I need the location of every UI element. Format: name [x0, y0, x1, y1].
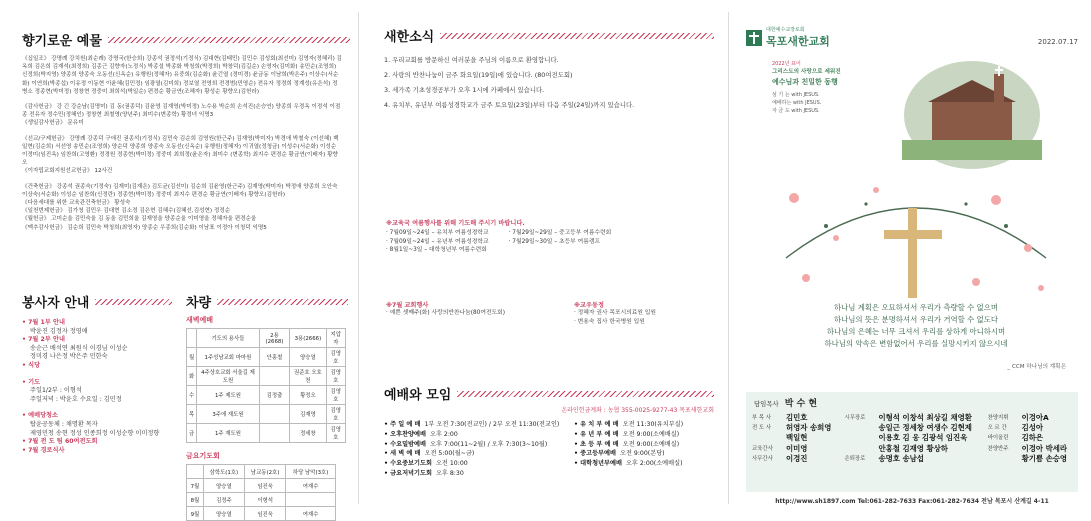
worship-row: [384, 440, 574, 450]
staff-names: [879, 413, 972, 454]
pastor-row: [746, 392, 1078, 413]
staff-name: 백일현: [786, 433, 808, 443]
table-header-cell: 3용(2666): [290, 329, 326, 348]
table-cell: [259, 405, 290, 424]
worship-time: 오후 8:30: [435, 469, 464, 477]
table-cell: 임진욱: [245, 507, 286, 521]
staff-group: [752, 413, 835, 423]
table-row: [187, 479, 336, 493]
poem-line: 하나님의 약속은 변함없어서 우리를 실망시키지 않으시네: [824, 339, 1008, 348]
worship-name: • 유 년 부 예 배: [574, 430, 619, 438]
offering-paragraph: 《생일감사헌금》 문유미: [22, 120, 84, 127]
worship-time: 오후 2:00: [429, 430, 458, 438]
volunteer-heading: • 식당: [22, 361, 41, 369]
staff-group: [988, 444, 1072, 464]
offering-paragraph: 《감사헌금》 강 긴 강순남(김명미) 김 동(권종덕) 김윤영 김재영(박미정) 노수용 박순희 손석진(손승연) 양종희 우경옥 이정석 이점종 전유자 정수민(정혜인) 정창현 최철영(양년주) 최미수(변종학) 황정녀 익명3: [22, 104, 341, 119]
staff-name: 황기쁨 손승영: [1021, 453, 1068, 463]
pastor-label: 담임목사: [754, 400, 779, 408]
worship-time: 오전 5:00(월~금): [424, 450, 475, 458]
theme-year: 2022년 표어: [772, 61, 801, 67]
member-news-heading: ※교우동정: [574, 302, 604, 309]
news-title: 새한소식: [384, 30, 435, 45]
worship-time: 오전 9:00(본당): [619, 450, 665, 458]
column-news: [384, 0, 714, 516]
volunteer-title: 봉사자 안내: [22, 296, 90, 311]
staff-name: 이용호 김 웅 김광석 임진욱: [878, 433, 968, 443]
vehicle-title-row: [186, 292, 348, 311]
table-cell: 김영호: [326, 367, 345, 386]
table-cell: 3주에 재도원: [197, 405, 259, 424]
staff-group: [988, 433, 1072, 443]
offering-title-row: [22, 30, 350, 49]
staff-group: [752, 454, 835, 464]
poem-line: 하나님의 뜻은 분명하셔서 우리가 거역할 수 없도다: [833, 315, 999, 324]
table-cell: [259, 424, 290, 443]
staff-group: [988, 413, 1072, 423]
summer-item: · 7월29일~29일 – 중고등부 여름수련회: [508, 230, 612, 236]
worship-time: 오전 9:00(소예배실): [622, 430, 680, 438]
summer-item: · 7월29일~30일 – 초등부 여름캠프: [508, 238, 601, 245]
column-offering: [22, 0, 350, 516]
worship-name: • 유 치 부 예 배: [574, 421, 619, 428]
table-cell: 정세창: [290, 424, 326, 443]
table-cell: 이형석: [245, 493, 286, 507]
staff-group: [752, 444, 835, 454]
table-header-cell: [187, 465, 204, 479]
staff-name: 송일근 정세창 여생수 김현제: [878, 423, 972, 433]
staff-name: 이미영: [786, 443, 808, 453]
table-cell: 양승열: [290, 348, 326, 367]
table-cell: 8월: [187, 493, 204, 507]
table-cell: 양승열: [203, 479, 244, 493]
staff-name: 이경아A: [1021, 413, 1049, 422]
table-cell: 김정출: [259, 386, 290, 405]
poem-line: 하나님 계획은 오묘하셔서 우리가 측량할 수 없으며: [833, 303, 999, 312]
volunteer-detail: 정미경 나은정 박은주 민한숙: [30, 353, 108, 361]
staff-col-2: [845, 413, 978, 464]
table-cell: 권준호 오호천: [290, 367, 326, 386]
dawn-vehicle-table: [186, 328, 346, 443]
member-news-item: · 변용숙 집사 한국병원 입원: [574, 318, 645, 325]
worship-time: 오전 10:00: [435, 460, 468, 468]
church-name: 목포새한교회: [766, 35, 830, 48]
summer-list-left: [386, 229, 489, 255]
worship-name: • 수요밀밤예배: [384, 440, 426, 448]
events-body: · 예쁜 셋째주(화) 사랑의반찬나눔(80여전도회): [386, 310, 505, 316]
table-header-cell: 기도의 용사들: [197, 329, 259, 348]
worship-row: [574, 459, 714, 469]
summer-list-right: [509, 229, 612, 255]
worship-time: 오전 11:30(유치부실): [622, 421, 684, 428]
table-cell: 9월: [187, 507, 204, 521]
offering-paragraph: 《맥추감사헌금》 김순희 김민숙 박청희(최영자) 양종순 우종희(김순화) 이남표 이정아 이청덕 익명5: [22, 224, 267, 231]
worship-row: [574, 440, 714, 450]
theme-line5: 자 금 도 with JESUS.: [772, 108, 820, 114]
bulletin-date: 2022.07.17: [1037, 38, 1078, 46]
offering-paragraph: 《십일조》 강명례 강치원(최순례) 강명국(한승희) 강종석 권정석(기정식) 김대현(김태민) 김민수 김성회(최선미) 김영자(정혜리) 김옥희 김은희 김재석(최정희) 김종근 김향자(노정식) 박종설 박종화 박청희(박정희) 박창덕(김길순) 손영자(김미화) 송민순(조영희) 신정희(박지영) 양종희 양종숙 오동선(신옥순) 유행원(정혜자) 유중희(김순화) 윤긴열 (정미경) 윤금동 이남희(박은주) 이상수(서순화) 이연희(박종섭) 이유정 이동현 이윤혜(김민정) 임광열(김미희) 정보열 전영희 전경범(민영순) 전유자 정경희 정계성(유은석) 정병소 정종현(박미정) 정창현 정중미 최희석(박일순) 편경순 황금연(조혜자) 황성순 황향오(김헌라): [22, 56, 342, 95]
volunteer-detail: 주일저녁 : 박윤호 수요일 : 김민정: [30, 395, 122, 403]
worship-name: • 초 등 부 예 배: [574, 440, 619, 448]
volunteer-heading: • 7월 2부 안내: [22, 336, 65, 344]
table-cell: 김영호: [326, 424, 345, 443]
church-events: [386, 300, 546, 318]
worship-list-right: [574, 420, 714, 479]
staff-name: 이형석 이창석 최상길 채영환: [878, 413, 972, 422]
volunteer-detail: 박윤진 김정자 정영애: [30, 327, 88, 335]
worship-name: • 수요중보기도회: [384, 460, 432, 468]
volunteer-detail: 탑윤공동체 : 채명환 목자: [30, 420, 98, 428]
table-cell: 7월: [187, 479, 204, 493]
news-list: [384, 53, 714, 113]
worship-name: • 대학청년부예배: [574, 460, 622, 468]
worship-row: [384, 459, 574, 469]
staff-group: [988, 423, 1072, 433]
news-item: 3. 세가족 기초성경공부가 오후 1시에 카페에서 있습니다.: [384, 86, 545, 94]
staff-name: 안홍철 김재영 황상하: [878, 443, 948, 453]
table-cell: 김재영: [290, 405, 326, 424]
staff-names: [786, 454, 807, 464]
theme-line3: 섬 기 는 with JESUS.: [772, 92, 820, 98]
online-account: 온라인헌금계좌 : 농협 355-0025-9277-43 목포새한교회: [561, 407, 714, 414]
table-cell: 안홍철: [259, 348, 290, 367]
worship-row: [574, 449, 714, 459]
staff-role: 찬양반주: [987, 445, 1009, 452]
table-header-cell: [187, 329, 197, 348]
staff-name: 김성아: [1021, 423, 1044, 433]
vehicle-section: [186, 292, 348, 521]
worship-time: 오후 7:00(11~2월) / 오후 7:30(3~10월): [429, 440, 548, 448]
summer-item: · 8월1일~3일 – 대학청년부 여름수련회: [386, 247, 487, 254]
volunteer-heading: • 예배당청소: [22, 412, 58, 420]
column-cover: [746, 0, 1084, 516]
staff-role: 전 도 사: [752, 425, 772, 432]
table-header-row: [187, 465, 336, 479]
church-building-photo: [902, 60, 1042, 170]
table-cell: 김영호: [326, 348, 345, 367]
worship-name: • 금요저녁기도회: [384, 469, 432, 477]
theme-line1: 그리스도의 사랑으로 세워진: [772, 69, 841, 75]
volunteer-heading: • 7월 경로식사: [22, 446, 65, 454]
friday-vehicle-table: [186, 464, 336, 521]
title-hatch: [440, 33, 714, 39]
table-cell: 황정오: [290, 386, 326, 405]
worship-row: [384, 430, 574, 440]
staff-names: [786, 413, 807, 423]
member-news-item: · 정혜자 권사 목포시의료원 입원: [574, 310, 657, 316]
staff-role: 바이올린: [987, 435, 1009, 442]
staff-name: 이경아 박세라: [1021, 443, 1068, 453]
church-header: [746, 26, 1084, 49]
news-title-row: [384, 26, 714, 45]
staff-names: [879, 454, 924, 464]
contact-footer: http://www.sh1897.com Tel:061-282-7633 Fax:061-282-7634 전남 목포시 산계길 4-11: [775, 498, 1049, 505]
table-cell: 김영호: [326, 386, 345, 405]
table-row: [187, 493, 336, 507]
volunteer-heading: • 7월 1부 안내: [22, 319, 65, 326]
table-row: [187, 405, 346, 424]
table-header-cell: 삼학도(1호): [203, 465, 244, 479]
spacer: [22, 371, 172, 379]
staff-role: 교육간사: [752, 445, 773, 452]
staff-name: 허영자 송희영: [786, 423, 832, 433]
worship-time: 오후 2:00(소예배실): [625, 460, 683, 468]
staff-role: 시무장로: [844, 415, 866, 421]
cross-illustration: [766, 178, 1066, 308]
volunteer-list: [22, 319, 172, 455]
worship-row: [384, 420, 574, 430]
worship-row: [574, 420, 714, 430]
column-divider: [358, 12, 359, 504]
table-cell: 여재수: [286, 479, 336, 493]
member-news-body: [574, 309, 714, 326]
staff-panel: [746, 392, 1078, 492]
worship-name: • 새 벽 예 배: [384, 450, 421, 458]
summer-item: · 7월09일~24일 – 유년부 여름성경학교: [386, 238, 489, 245]
volunteer-title-row: [22, 292, 172, 311]
worship-time: 오전 9:00(소예배실): [622, 440, 680, 448]
table-row: [187, 386, 346, 405]
table-cell: 김영호: [326, 405, 345, 424]
title-hatch: [108, 37, 350, 43]
table-cell: 화: [187, 367, 197, 386]
staff-names: [786, 444, 807, 454]
theme-line4: 예배하는 with JESUS.: [772, 100, 822, 106]
table-header-cell: 2용(2668): [259, 329, 290, 348]
volunteer-heading: • 기도: [22, 378, 41, 386]
theme-line2: 예수님과 친밀한 동행: [772, 78, 838, 86]
staff-name: 송명호 송남섭: [878, 453, 924, 463]
column-divider: [728, 12, 729, 504]
table-header-cell: 지압자: [326, 329, 345, 348]
cover-poem: [756, 302, 1076, 350]
offering-title: 향기로운 예물: [22, 34, 102, 49]
friday-vehicle-subtitle: 금요기도회: [186, 452, 220, 460]
worship-title-row: [384, 384, 714, 403]
table-cell: 임진욱: [245, 479, 286, 493]
table-row: [187, 507, 336, 521]
table-cell: 김정주: [203, 493, 244, 507]
offering-paragraph: 《월헌금》 고미순울 김민숙울 김 동울 김민희울 김재영울 양종순울 이미영울 정혜자울 편경순울: [22, 216, 257, 223]
table-cell: 수: [187, 386, 197, 405]
table-cell: [286, 493, 336, 507]
staff-group: [752, 423, 835, 443]
staff-name: 김민호: [786, 413, 808, 422]
volunteer-detail: 송순근 배석연 최원식 이경님 이성순: [30, 344, 128, 352]
summer-item: · 7월09일~24일 – 유치부 여름성경학교: [386, 230, 489, 236]
table-cell: 1주 제도원: [197, 386, 259, 405]
worship-row: [574, 430, 714, 440]
offering-paragraph: 《선교/구제헌금》 강명례 강종덕 구애진 권종석(기정식) 김민숙 김순희 김영원(한근주) 김재영(박미자) 박경애 박철숙 (이선혜) 백일현(김순희) 서선영 송민순(조영희) 양순덕 양종희 양종숙 오동선(신옥순) 유행원(정혜자) 이귀열(정청금) 이성수(서순화) 이성순 이정미(임진옥) 임찬희(고영환) 정경원 정종현(박미정) 정중미 최희정(윤은자) 최미수 (변종학) 최지수 편경순 황금연(이배자) 황향오: [22, 135, 339, 167]
offering-paragraph: 《이자립교회지원선교헌금》 12사건: [22, 168, 113, 175]
table-row: [187, 367, 346, 386]
table-cell: 월: [187, 348, 197, 367]
worship-name: • 오후찬양예배: [384, 430, 426, 438]
member-news: [574, 300, 714, 326]
offering-paragraph: 《다음세대를 위한 교육관건축헌금》 황성숙: [22, 200, 131, 207]
table-cell: 목: [187, 405, 197, 424]
title-hatch: [95, 299, 172, 305]
staff-names: [786, 423, 831, 443]
volunteer-detail: 주일1/2부 : 이형석: [30, 387, 82, 395]
table-row: [187, 348, 346, 367]
worship-time: 1부 오전 7:30(전교인) / 2부 오전 11:30(전교인): [424, 421, 560, 428]
poem-source: _ CCM 하나님의 계획은: [1007, 364, 1066, 370]
news-item: 4. 유치부, 유년부 여름성경학교가 금주 토요일(23일)부터 다음 주일(24일)까지 있습니다.: [384, 101, 635, 109]
worship-name: • 중고등부예배: [574, 450, 616, 458]
table-cell: 1주 재도원: [197, 424, 259, 443]
title-hatch: [457, 391, 714, 397]
church-logo-icon: [746, 30, 762, 46]
staff-col-1: [752, 413, 835, 464]
table-header-cell: 남교동(2호): [245, 465, 286, 479]
staff-group: [845, 454, 978, 464]
table-cell: 여재수: [286, 507, 336, 521]
volunteer-detail: 제영민청 송현 정성 인종희정 이성순향 이미정향: [30, 429, 160, 437]
pastor-name: 박 수 현: [784, 399, 818, 409]
dawn-vehicle-subtitle: 새벽예배: [186, 316, 214, 324]
staff-name: 김하은: [1021, 433, 1044, 443]
news-item: 2. 사랑의 반찬나눔이 금주 화요일(19일)에 있습니다. (80여전도회): [384, 71, 573, 79]
summer-heading: ※교육국 여름행사를 위해 기도해 주시기 바랍니다.: [386, 220, 525, 227]
worship-name: • 주 일 예 배: [384, 421, 421, 428]
staff-names: [1022, 413, 1049, 423]
worship-row: [384, 449, 574, 459]
denomination: 대한예수교장로회: [766, 27, 805, 33]
summer-events: [386, 218, 706, 255]
volunteer-section: [22, 292, 172, 455]
staff-group: [845, 413, 978, 454]
events-heading: ※7월 교회행사: [386, 302, 429, 309]
volunteer-heading: • 7월 전 도 팀 60여전도회: [22, 438, 98, 446]
staff-role: 사무간사: [752, 455, 773, 462]
offering-list: [22, 55, 342, 232]
worship-title: 예배와 모임: [384, 388, 452, 403]
offering-paragraph: 《일천번제헌금》 김가청 김민우 김대현 김소정 김은현 김혜수(김혜선,김성현) 정정순: [22, 208, 231, 215]
worship-section: [384, 384, 714, 479]
table-header-row: [187, 329, 346, 348]
staff-col-3: [988, 413, 1072, 464]
news-item: 1. 우리교회를 방문하신 여러분을 주님의 이름으로 환영합니다.: [384, 56, 559, 64]
staff-role: 부 목 사: [752, 415, 772, 421]
worship-list-left: [384, 420, 574, 479]
staff-role: 오 르 간: [987, 425, 1007, 432]
offering-paragraph: 《건축헌금》 강종석 권종숙(기정숙) 김재미(김재은) 김도균(김선미) 김순희 김윤영(한근주) 김재영(박미자) 박정애 양종희 오안숙 이상숙(서순화) 이성순 임찬희(신정란) 정종현(박미정) 정중미 최지수 편경순 황금연(이배자) 황향오(김헌라): [22, 183, 338, 198]
table-cell: 양승열: [203, 507, 244, 521]
title-hatch: [217, 299, 348, 305]
table-cell: 4주상호교회 서울길 제도원: [197, 367, 259, 386]
worship-row: [384, 469, 574, 479]
theme-area: [772, 60, 1082, 170]
staff-names: [1022, 433, 1043, 443]
staff-role: 찬양지휘: [987, 415, 1009, 421]
poem-line: 하나님의 은혜는 너무 크셔서 우리를 상하게 아니하시며: [826, 327, 1006, 336]
staff-names: [1022, 423, 1043, 433]
vehicle-title: 차량: [186, 296, 212, 311]
table-cell: 금: [187, 424, 197, 443]
table-cell: 1주성남교회 마마원: [197, 348, 259, 367]
table-row: [187, 424, 346, 443]
table-header-cell: 하당 남악(3호): [286, 465, 336, 479]
staff-role: 은퇴장로: [844, 455, 866, 462]
staff-name: 이경진: [786, 453, 808, 463]
table-cell: [259, 367, 290, 386]
staff-names: [1022, 444, 1067, 464]
